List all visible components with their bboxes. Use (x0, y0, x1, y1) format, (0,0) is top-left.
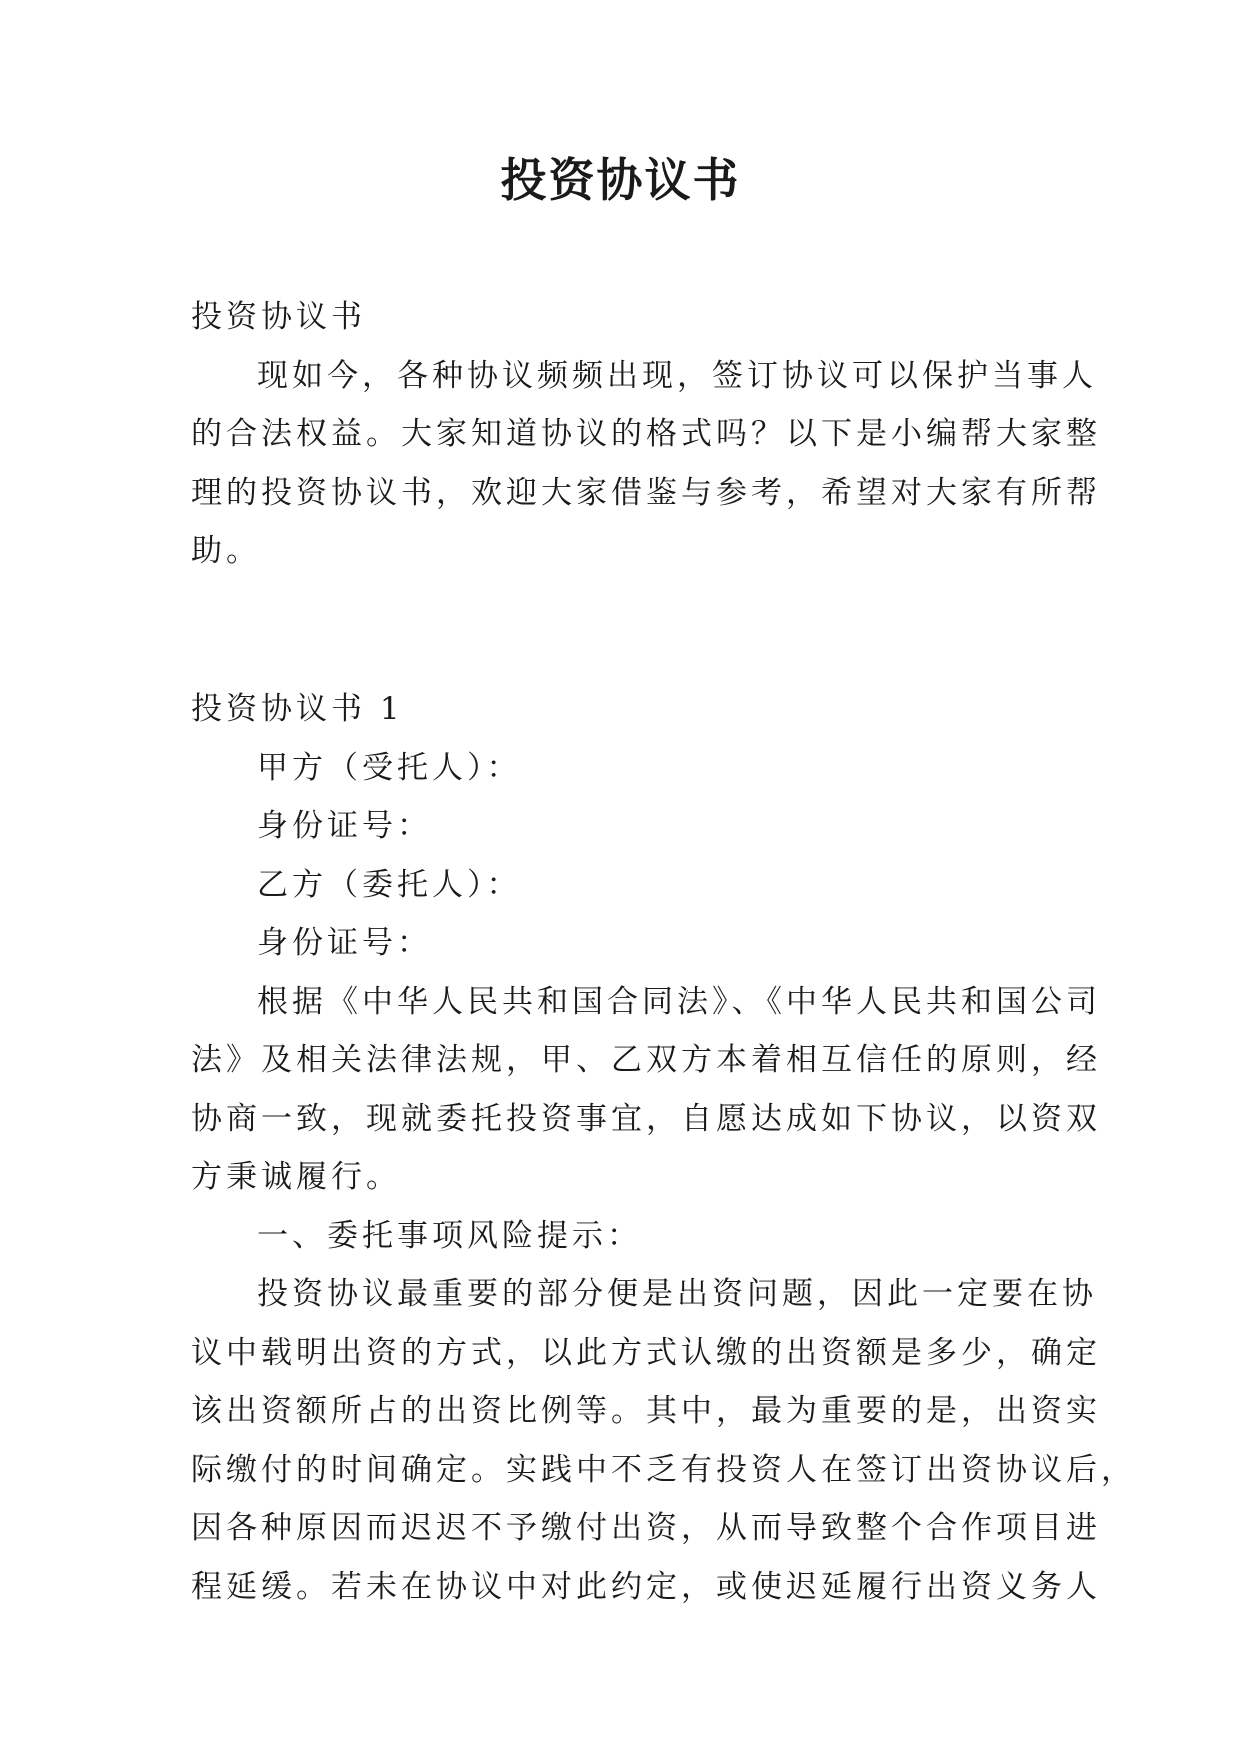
paragraph-line: 因各种原因而迟迟不予缴付出资，从而导致整个合作项目进 (191, 1510, 1101, 1546)
paragraph-line: 根据《中华人民共和国合同法》、《中华人民共和国公司 (257, 983, 1101, 1020)
id-number-line: 身份证号： (257, 808, 432, 844)
paragraph-line: 该出资额所占的出资比例等。其中，最为重要的是，出资实 (191, 1393, 1101, 1429)
section-heading: 投资协议书 1 (191, 691, 404, 727)
section-heading: 投资协议书 (191, 299, 366, 335)
paragraph-line: 法》及相关法律法规，甲、乙双方本着相互信任的原则，经 (191, 1042, 1101, 1078)
paragraph-line: 的合法权益。大家知道协议的格式吗？以下是小编帮大家整 (191, 416, 1101, 452)
paragraph-line: 投资协议最重要的部分便是出资问题，因此一定要在协 (257, 1276, 1097, 1312)
party-b-line: 乙方（委托人）： (257, 866, 522, 903)
blank-line (191, 581, 1051, 640)
document-body (191, 288, 1136, 1616)
paragraph-line: 现如今，各种协议频频出现，签订协议可以保护当事人 (257, 357, 1097, 394)
party-a-line: 甲方（受托人）： (257, 749, 522, 786)
paragraph-line: 理的投资协议书，欢迎大家借鉴与参考，希望对大家有所帮 (191, 474, 1101, 511)
id-number-line: 身份证号： (257, 925, 432, 961)
paragraph-line: 际缴付的时间确定。实践中不乏有投资人在签订出资协议后， (191, 1451, 1136, 1488)
paragraph-line: 方秉诚履行。 (191, 1159, 401, 1195)
paragraph-line: 助。 (191, 533, 261, 569)
blank-gap (191, 639, 1051, 680)
paragraph-line: 协商一致，现就委托投资事宜，自愿达成如下协议，以资双 (191, 1100, 1101, 1137)
document-title: 投资协议书 (500, 153, 741, 207)
paragraph-line: 程延缓。若未在协议中对此约定，或使迟延履行出资义务人 (191, 1568, 1101, 1605)
paragraph-line: 议中载明出资的方式，以此方式认缴的出资额是多少，确定 (191, 1334, 1101, 1371)
clause-heading: 一、委托事项风险提示： (257, 1217, 642, 1254)
